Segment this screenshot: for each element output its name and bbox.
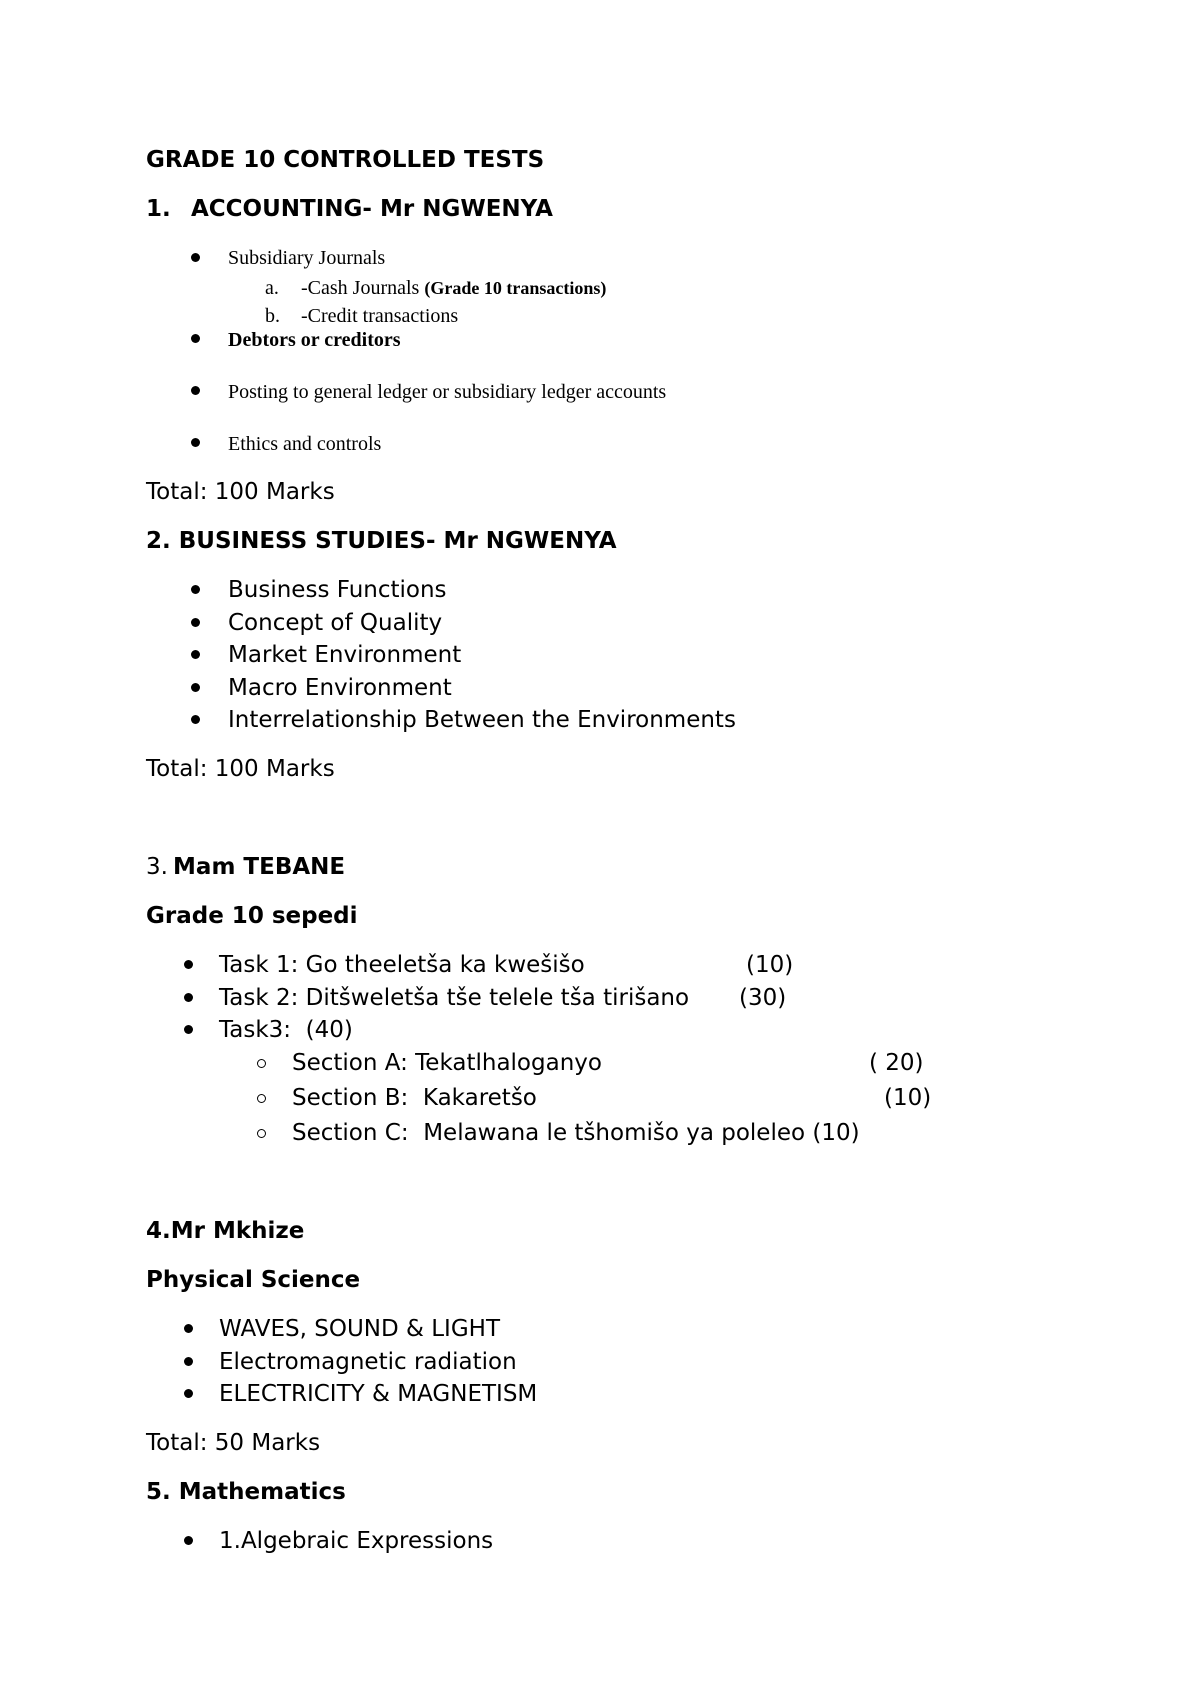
section-2-heading: 2. BUSINESS STUDIES- Mr NGWENYA [146,528,617,554]
accounting-item-ethics: Ethics and controls [228,433,382,455]
science-item: WAVES, SOUND & LIGHT [219,1316,501,1342]
sepedi-task-1: Task 1: Go theeletša ka kwešišo [219,952,585,978]
bullet-icon [184,1389,193,1398]
bullet-icon [191,683,200,692]
section-4-subject: Physical Science [146,1267,361,1293]
bullet-icon [191,386,200,395]
sepedi-task-2-marks: (30) [739,985,787,1011]
sepedi-section-a-marks: ( 20) [869,1050,924,1076]
business-item: Business Functions [228,577,447,603]
sepedi-task-2: Task 2: Ditšweletša tše telele tša tirišano [219,985,690,1011]
bullet-icon [191,715,200,724]
accounting-total: Total: 100 Marks [146,479,335,505]
section-4-heading: 4.Mr Mkhize [146,1218,305,1244]
circle-bullet-icon [257,1094,266,1103]
accounting-item-subsidiary-journals: Subsidiary Journals [228,247,386,269]
section-1-number: 1. [146,196,171,222]
section-1-heading: ACCOUNTING- Mr NGWENYA [191,196,553,222]
sepedi-section-b-marks: (10) [884,1085,932,1111]
bullet-icon [184,993,193,1002]
accounting-item-posting: Posting to general ledger or subsidiary ledger accounts [228,381,667,403]
section-3-subject: Grade 10 sepedi [146,903,358,929]
math-item: 1.Algebraic Expressions [219,1528,494,1554]
business-item: Interrelationship Between the Environments [228,707,736,733]
sepedi-section-c: Section C: Melawana le tšhomišo ya poleleo (10) [292,1120,860,1146]
sub-item-marker-a: a. [265,277,279,299]
science-item: ELECTRICITY & MAGNETISM [219,1381,538,1407]
bullet-icon [191,650,200,659]
bullet-icon [191,253,200,262]
sub-item-cash-journals: -Cash Journals (Grade 10 transactions) [301,277,607,299]
bullet-icon [184,1357,193,1366]
circle-bullet-icon [257,1059,266,1068]
section-3-heading: 3. Mam TEBANE [146,854,346,880]
sub-item-marker-b: b. [265,305,280,327]
sub-item-credit-transactions: -Credit transactions [301,305,459,327]
document-title: GRADE 10 CONTROLLED TESTS [146,147,545,173]
bullet-icon [191,438,200,447]
business-item: Concept of Quality [228,610,443,636]
science-item: Electromagnetic radiation [219,1349,517,1375]
accounting-item-debtors: Debtors or creditors [228,329,401,351]
bullet-icon [191,585,200,594]
business-item: Macro Environment [228,675,452,701]
circle-bullet-icon [257,1129,266,1138]
science-total: Total: 50 Marks [146,1430,321,1456]
bullet-icon [184,1536,193,1545]
sepedi-section-b: Section B: Kakaretšo [292,1085,537,1111]
bullet-icon [184,1324,193,1333]
bullet-icon [184,1025,193,1034]
section-5-heading: 5. Mathematics [146,1479,346,1505]
bullet-icon [191,334,200,343]
bullet-icon [184,960,193,969]
business-item: Market Environment [228,642,462,668]
sepedi-task-3: Task3: (40) [219,1017,353,1043]
sepedi-section-a: Section A: Tekatlhaloganyo [292,1050,602,1076]
bullet-icon [191,618,200,627]
sepedi-task-1-marks: (10) [746,952,794,978]
business-total: Total: 100 Marks [146,756,335,782]
